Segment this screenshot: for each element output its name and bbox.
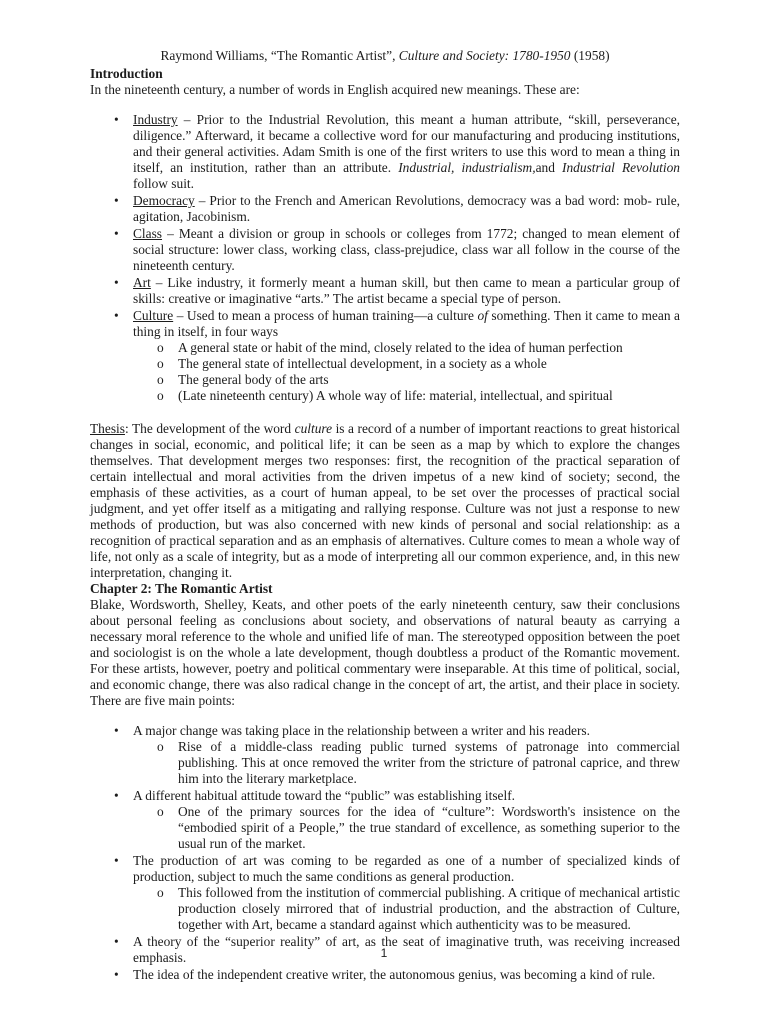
- citation-year: (1958): [570, 48, 610, 63]
- point-sublist: [133, 804, 680, 852]
- citation-text: Raymond Williams, “The Romantic Artist”,: [160, 48, 399, 63]
- culture-sublist: [133, 340, 680, 404]
- italic-terms: Industrial Revolution: [562, 160, 680, 175]
- list-item-class: [90, 226, 680, 274]
- bullet-icon: •: [114, 967, 119, 982]
- circle-bullet-icon: o: [157, 804, 164, 819]
- sub-list-item: [133, 356, 680, 372]
- sub-item-text: Rise of a middle-class reading public turned systems of patronage into commercial publishing. This at once removed the writer from the stricture of patronal caprice, and threw him into the literary marketplace.: [178, 739, 680, 786]
- circle-bullet-icon: o: [157, 388, 164, 403]
- sub-item-text: A general state or habit of the mind, closely related to the idea of human perfection: [178, 340, 623, 355]
- circle-bullet-icon: o: [157, 372, 164, 387]
- point-text: A theory of the “superior reality” of art, as the seat of imaginative truth, was receiving increased emphasis.: [133, 934, 680, 965]
- list-item-art: [90, 275, 680, 307]
- sub-list-item: [133, 804, 680, 852]
- bullet-icon: •: [114, 853, 119, 868]
- sub-item-text: The general body of the arts: [178, 372, 329, 387]
- sub-list-item: [133, 340, 680, 356]
- bullet-icon: •: [114, 275, 119, 290]
- list-item-democracy: [90, 193, 680, 225]
- thesis-label: Thesis: [90, 421, 125, 436]
- chapter-body: Blake, Wordsworth, Shelley, Keats, and other poets of the early nineteenth century, saw their conclusions about personal feeling as conclusions about society, and observations of natural beauty as carrying a necessary moral reference to the whole and unified life of man. The stereotyped opposition between the poet and sociologist is on the whole a late development, though doubtless a product of the Romantic movement. For these artists, however, poetry and political commentary were inseparable. At this time of political, social, and economic change, there was also radical change in the concept of art, the artist, and their place in society. There are five main points:: [90, 597, 680, 708]
- sub-list-item: [133, 372, 680, 388]
- bullet-icon: •: [114, 112, 119, 127]
- term-democracy: Democracy: [133, 193, 195, 208]
- term-class: Class: [133, 226, 163, 241]
- point-text: The production of art was coming to be regarded as one of a number of specialized kinds of production, subject to much the same conditions as general production.: [133, 853, 680, 884]
- term-industry: Industry: [133, 112, 178, 127]
- thesis-italic-word: culture: [294, 421, 333, 436]
- bullet-icon: •: [114, 193, 119, 208]
- definition-text: – Prior to the French and American Revolutions, democracy was a bad word: mob- rule, agitation, Jacobinism.: [133, 193, 680, 224]
- list-item-culture: [90, 308, 680, 404]
- italic-word: of: [477, 308, 488, 323]
- introduction-lead: In the nineteenth century, a number of words in English acquired new meanings. These are:: [90, 82, 580, 97]
- thesis-text: : The development of the word: [124, 421, 295, 436]
- document-page: [90, 48, 680, 984]
- point-sublist: [133, 739, 680, 787]
- definition-text: – Like industry, it formerly meant a human skill, but then came to mean a particular group of skills: creative or imaginative “arts.” The artist became a special type of person.: [133, 275, 680, 306]
- list-item-industry: [90, 112, 680, 192]
- points-list: [90, 723, 680, 983]
- point-text: The idea of the independent creative writer, the autonomous genius, was becoming a kind of rule.: [133, 967, 656, 982]
- thesis-paragraph: [90, 421, 680, 581]
- sub-item-text: This followed from the institution of commercial publishing. A critique of mechanical artistic production closely mirrored that of industrial production, and the abstraction of Culture, together with Art, became a standard against which authenticity was to be measured.: [178, 885, 680, 932]
- point-text: A different habitual attitude toward the “public” was establishing itself.: [133, 788, 516, 803]
- chapter-heading: Chapter 2: The Romantic Artist: [90, 581, 273, 596]
- sub-list-item: [133, 739, 680, 787]
- definition-text: something. Then it came to mean a thing in itself, in four ways: [133, 308, 680, 339]
- term-culture: Culture: [133, 308, 174, 323]
- list-item-point: [90, 967, 680, 983]
- introduction-heading: Introduction: [90, 66, 163, 81]
- point-sublist: [133, 885, 680, 933]
- definition-text: – Meant a division or group in schools or colleges from 1772; changed to mean element of social structure: lower class, working class, class-prejudice, class war all follow in the course of the nineteenth century.: [133, 226, 680, 273]
- keywords-list: [90, 112, 680, 404]
- spacer: [90, 405, 680, 421]
- bullet-icon: •: [114, 934, 119, 949]
- citation-header: [90, 48, 680, 64]
- sub-list-item: [133, 388, 680, 404]
- thesis-text: is a record of a number of important reactions to great historical changes in social, economic, and political life; it can be seen as a map by which to explore the changes themselves. That development merges two responses: first, the recognition of the practical separation of certain intellectual and moral activities from the driven impetus of a new kind of society; second, the emphasis of these activities, as a court of human appeal, to be set over the processes of practical social judgment, and yet offer itself as a mitigating and rallying response. Culture was not just a response to new methods of production, but was also concerned with new kinds of personal and social relationship: as a recognition of practical separation and as an emphasis of alternatives. Culture comes to mean a whole way of life, not only as a scale of integrity, but as a mode of interpreting all our common experience, and, in this new interpretation, changing it.: [90, 421, 680, 580]
- citation-title: Culture and Society: 1780-1950: [398, 48, 571, 63]
- term-art: Art: [133, 275, 151, 290]
- italic-terms: Industrial, industrialism,: [398, 160, 536, 175]
- page-number: 1: [380, 946, 388, 960]
- list-item-point: [90, 788, 680, 852]
- circle-bullet-icon: o: [157, 340, 164, 355]
- bullet-icon: •: [114, 723, 119, 738]
- definition-text: follow suit.: [133, 176, 195, 191]
- sub-item-text: The general state of intellectual development, in a society as a whole: [178, 356, 547, 371]
- sub-item-text: One of the primary sources for the idea of “culture”: Wordsworth's insistence on the “embodied spirit of a People,” the true standard of excellence, as something superior to the usual run of the market.: [178, 804, 680, 851]
- circle-bullet-icon: o: [157, 356, 164, 371]
- bullet-icon: •: [114, 308, 119, 323]
- definition-text: – Used to mean a process of human training—a culture: [173, 308, 478, 323]
- definition-text: and: [535, 160, 563, 175]
- definition-text: – Prior to the Industrial Revolution, this meant a human attribute, “skill, perseverance, diligence.” Afterward, it became a collective word for our manufacturing and producing institutions, and their general activities. Adam Smith is one of the first writers to use this word to mean a thing in itself, an institution, rather than an attribute.: [133, 112, 680, 175]
- circle-bullet-icon: o: [157, 885, 164, 900]
- list-item-point: [90, 723, 680, 787]
- point-text: A major change was taking place in the relationship between a writer and his readers.: [133, 723, 590, 738]
- sub-item-text: (Late nineteenth century) A whole way of life: material, intellectual, and spiritual: [178, 388, 613, 403]
- bullet-icon: •: [114, 788, 119, 803]
- sub-list-item: [133, 885, 680, 933]
- circle-bullet-icon: o: [157, 739, 164, 754]
- list-item-point: [90, 853, 680, 933]
- bullet-icon: •: [114, 226, 119, 241]
